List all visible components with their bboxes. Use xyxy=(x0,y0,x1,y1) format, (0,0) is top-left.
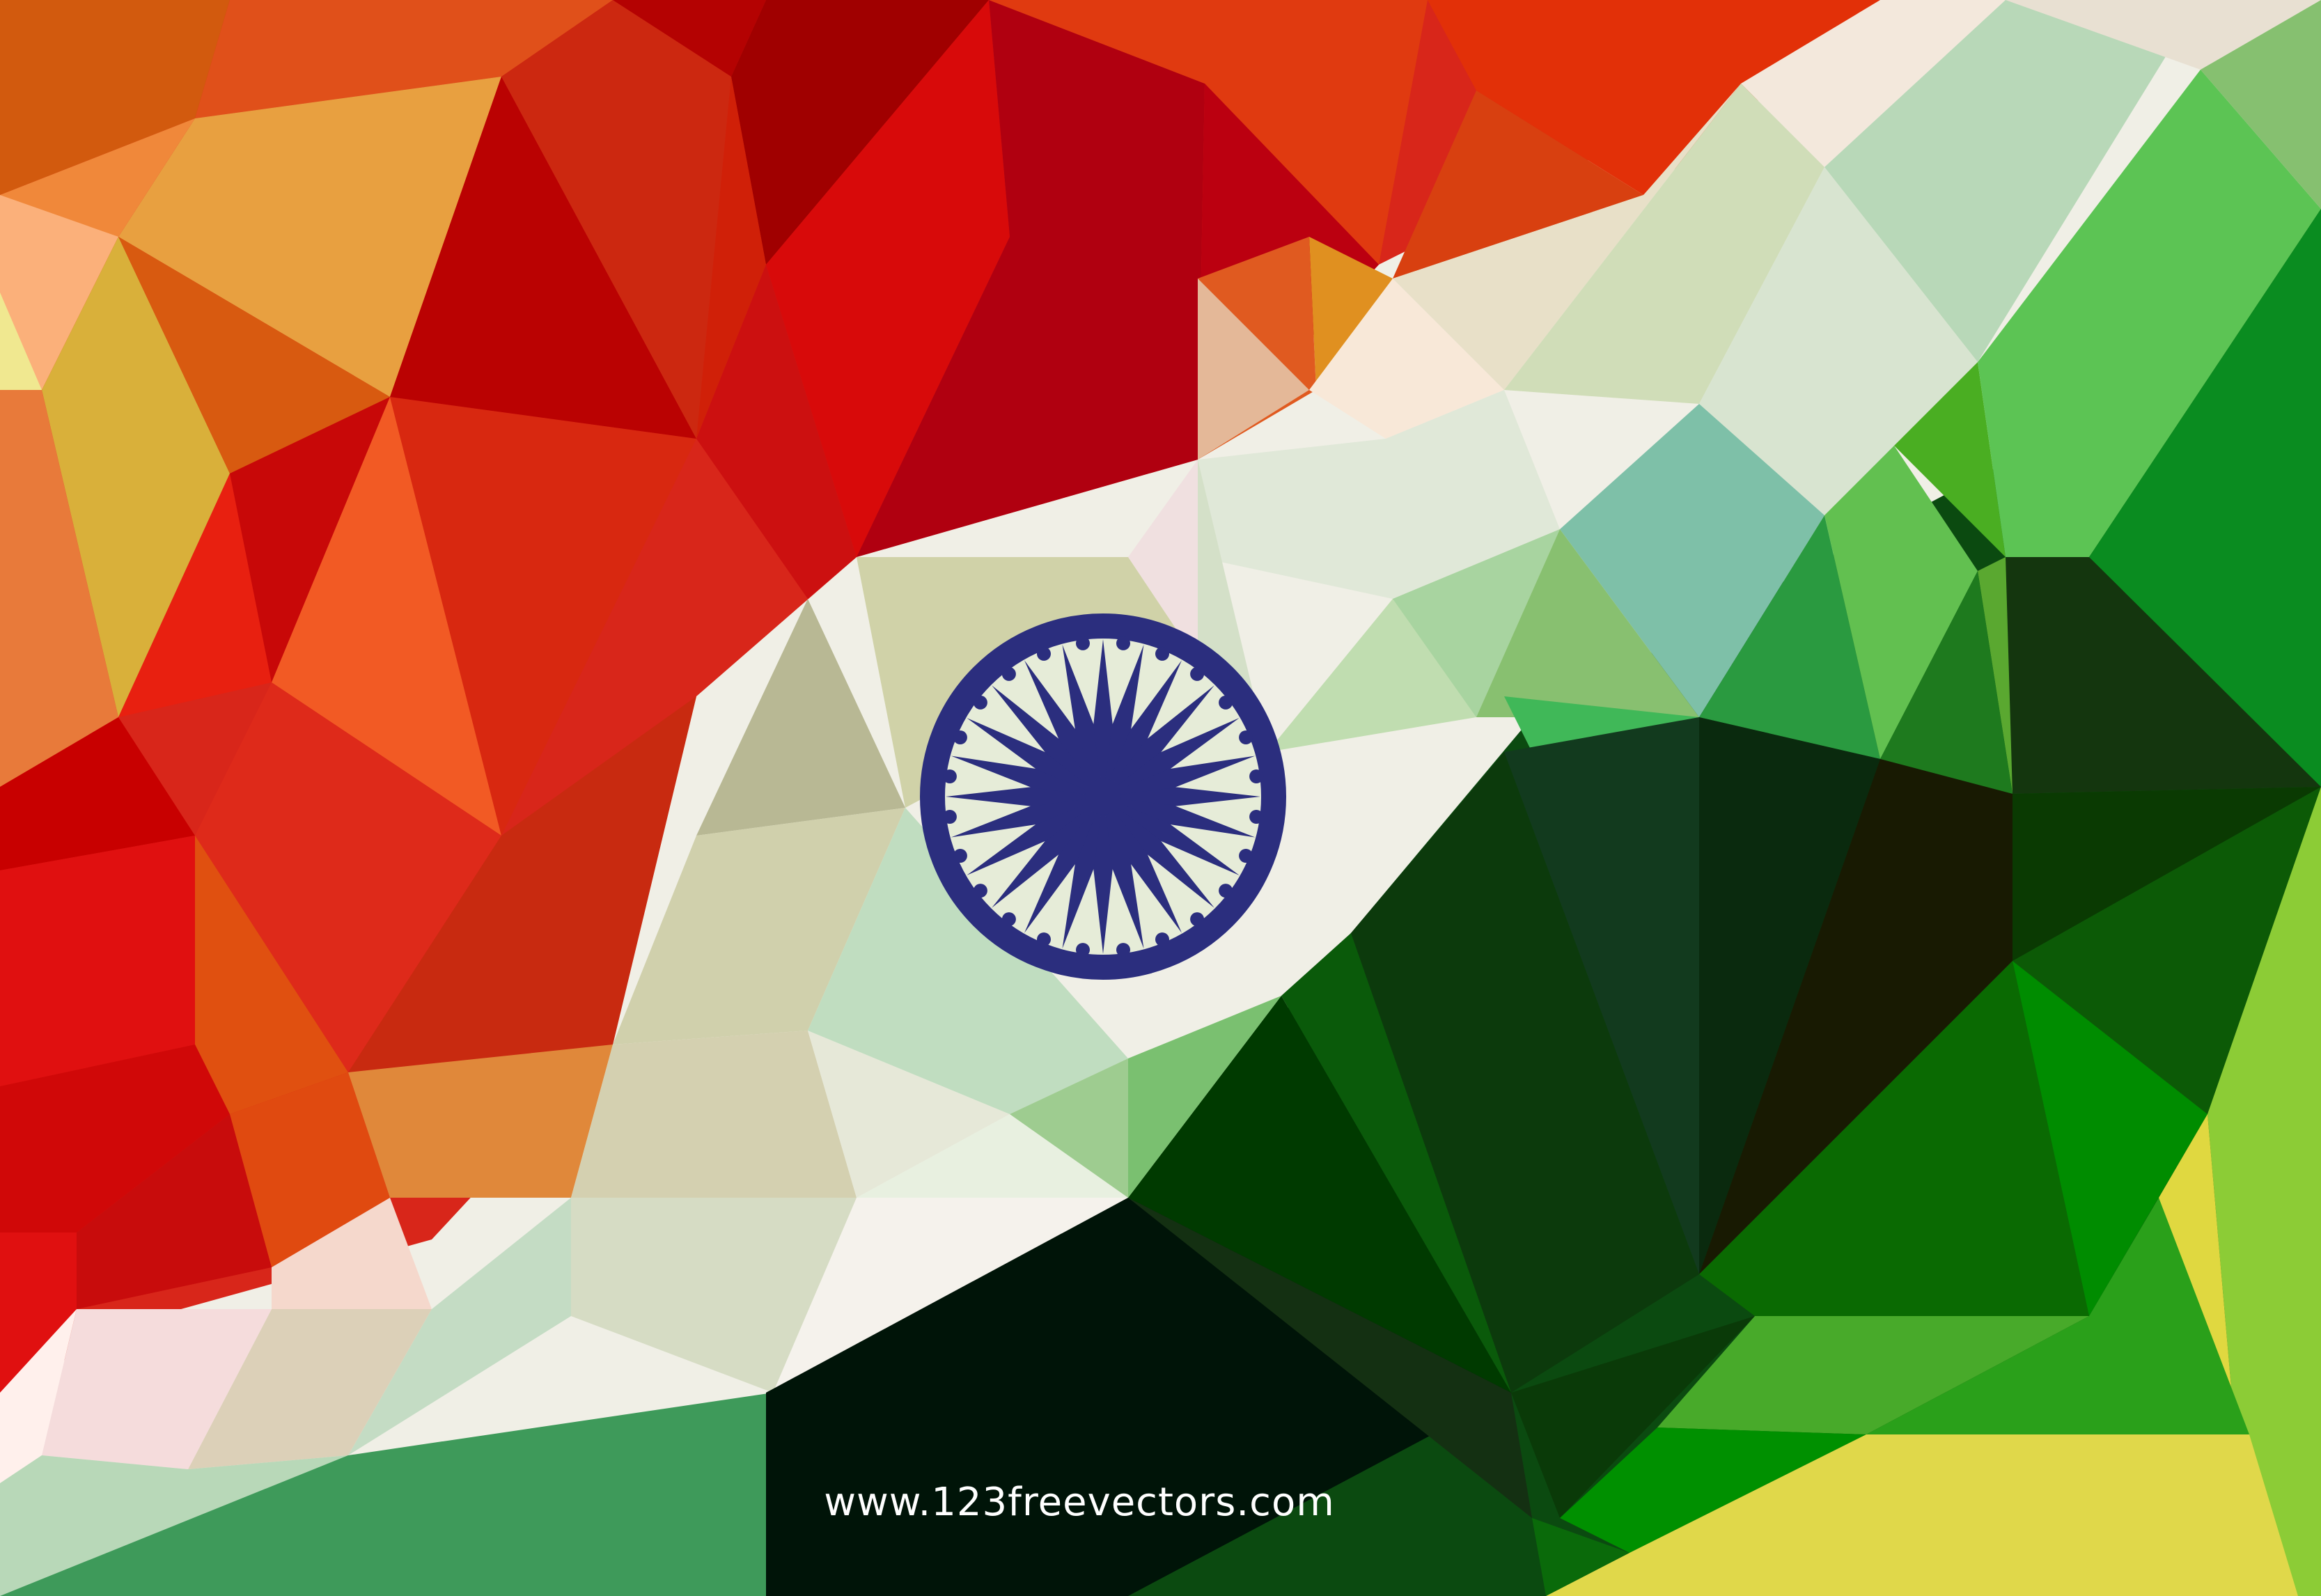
chakra-rim-dot xyxy=(1037,932,1051,946)
chakra-rim-dot xyxy=(1076,943,1090,957)
chakra-rim-dot xyxy=(943,769,957,783)
chakra-rim-dot xyxy=(1116,943,1130,957)
watermark-text: www.123freevectors.com xyxy=(824,1480,1335,1525)
chakra-rim-dot xyxy=(1249,769,1263,783)
chakra-rim-dot xyxy=(953,849,967,863)
chakra-rim-dot xyxy=(943,810,957,824)
chakra-rim-dot xyxy=(1002,912,1016,926)
chakra-rim-dot xyxy=(1190,912,1204,926)
chakra-rim-dot xyxy=(1239,730,1253,744)
ashoka-chakra-icon xyxy=(915,609,1291,985)
chakra-rim-dot xyxy=(1239,849,1253,863)
chakra-rim-dot xyxy=(1155,932,1169,946)
chakra-rim-dot xyxy=(974,884,987,898)
chakra-rim-dot xyxy=(1219,884,1233,898)
chakra-hub xyxy=(1085,779,1121,815)
chakra-rim-dot xyxy=(1116,636,1130,650)
chakra-rim-dot xyxy=(974,696,987,710)
chakra-rim-dot xyxy=(1155,647,1169,661)
chakra-rim-dot xyxy=(1076,636,1090,650)
chakra-rim-dot xyxy=(1002,667,1016,681)
chakra-rim-dot xyxy=(953,730,967,744)
chakra-rim-dot xyxy=(1219,696,1233,710)
chakra-rim-dot xyxy=(1249,810,1263,824)
chakra-rim-dot xyxy=(1037,647,1051,661)
chakra-rim-dot xyxy=(1190,667,1204,681)
